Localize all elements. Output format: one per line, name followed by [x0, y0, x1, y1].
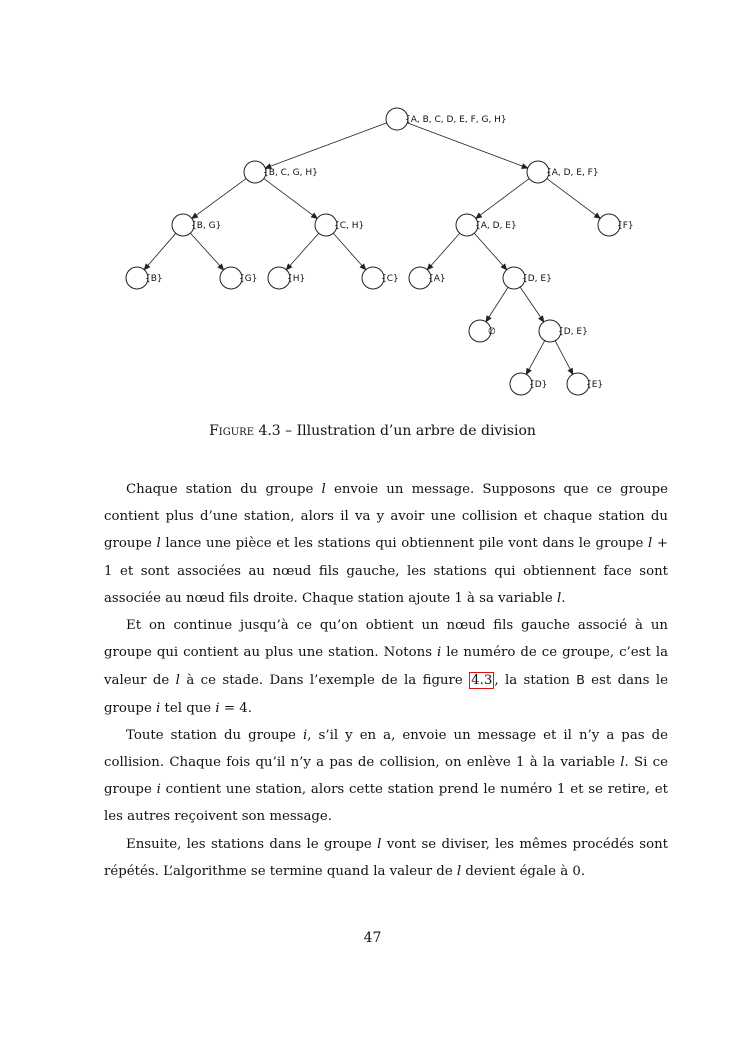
tree-edge — [190, 233, 223, 270]
body-text — [104, 476, 668, 885]
figure-caption — [0, 423, 745, 439]
tree-edge — [486, 287, 508, 321]
tree-node-label: {D, E} — [522, 274, 552, 284]
tree-node-label: {C, H} — [334, 221, 365, 231]
tree-node-label: {B, G} — [191, 221, 222, 231]
tree-node-label: {A, D, E, F} — [546, 168, 599, 178]
tree-node-label: {H} — [287, 274, 306, 284]
tree-node-label: {B, C, G, H} — [263, 168, 318, 178]
division-tree-figure — [0, 0, 745, 410]
tree-node-label: {B} — [145, 274, 163, 284]
tree-edge — [547, 179, 600, 219]
tree-edge — [520, 287, 544, 322]
tree-edge — [476, 179, 529, 219]
tree-edge — [286, 233, 318, 270]
tree-node-label: {F} — [617, 221, 634, 231]
page-number: 47 — [363, 930, 382, 946]
tree-edge — [144, 233, 176, 269]
paragraph: Toute station du groupe i, s’il y en a, envoie un message et il n’y a pas de collision. Chaque fois qu’il n’y a pas de collision, on enlève 1 à la variable l. Si ce groupe i contient une station, alors cette station prend le numéro 1 et se retire, et les autres reçoivent son message. — [104, 727, 669, 825]
tree-edge — [526, 341, 544, 375]
figure-caption-text: – Illustration d’un arbre de division — [280, 423, 536, 439]
tree-edge — [333, 233, 365, 270]
figure-caption-label: Figure 4.3 — [209, 423, 281, 439]
paragraph: Chaque station du groupe l envoie un message. Supposons que ce groupe contient plus d’une station, alors il va y avoir une collision et chaque station du groupe l lance une pièce et les stations qui obtiennent pile vont dans le groupe l + 1 et sont associées au nœud fils gauche, les stations qui obtiennent face sont associée au nœud fils droite. Chaque station ajoute 1 à sa variable l. — [104, 482, 669, 606]
tree-node-label: {C} — [381, 274, 399, 284]
tree-edge — [474, 233, 506, 270]
tree-edge — [264, 179, 317, 219]
tree-node-label: {A, D, E} — [475, 221, 517, 231]
tree-node-label: {G} — [239, 274, 258, 284]
tree-edge — [407, 123, 527, 168]
tree-node-label: {A, B, C, D, E, F, G, H} — [405, 115, 507, 125]
figure-reference-link[interactable]: 4.3 — [471, 673, 493, 689]
tree-node-label: {A} — [428, 274, 446, 284]
tree-node-label: ∅ — [488, 327, 496, 337]
tree-node-label: {E} — [586, 380, 604, 390]
tree-edge — [265, 123, 386, 168]
tree-node-label: {D} — [529, 380, 548, 390]
tree-edge — [192, 179, 246, 219]
tree-node-label: {D, E} — [558, 327, 588, 337]
paragraph: Ensuite, les stations dans le groupe l vont se diviser, les mêmes procédés sont répétés. L’algorithme se termine quand la valeur de l devient égale à 0. — [104, 836, 669, 879]
paragraph: Et on continue jusqu’à ce qu’on obtient un nœud fils gauche associé à un groupe qui contient au plus une station. Notons i le numéro de ce groupe, c’est la valeur de l à ce stade. Dans l’exemple de la figure 4.3 , la station B est dans le groupe i tel que i = 4. — [104, 618, 669, 716]
tree-edge — [555, 341, 573, 375]
tree-edge — [427, 233, 459, 270]
